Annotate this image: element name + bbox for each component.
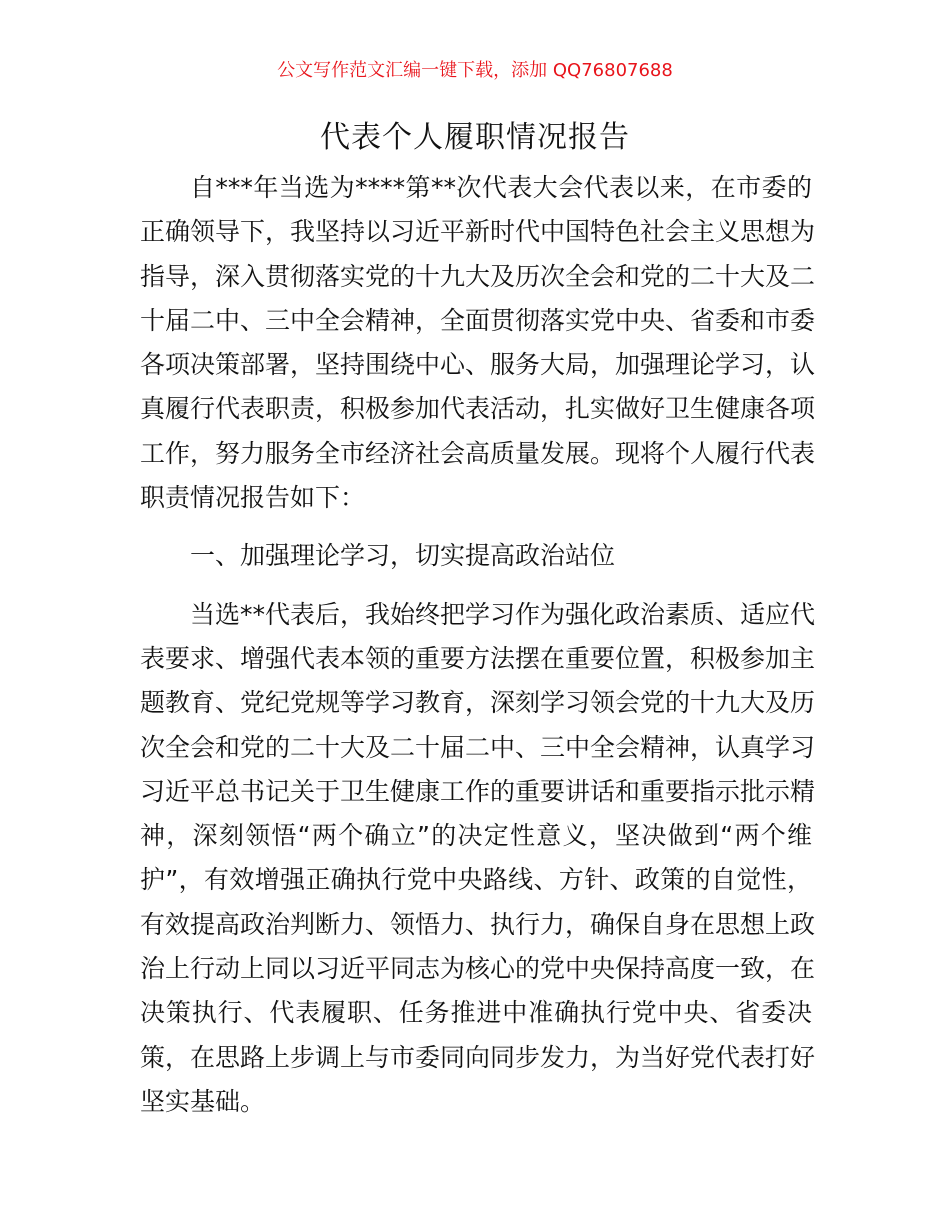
- text-line: 治上行动上同以习近平同志为核心的党中央保持高度一致，在: [140, 954, 816, 984]
- text-line: 护”，有效增强正确执行党中央路线、方针、政策的自觉性，: [140, 865, 812, 895]
- text-line: 次全会和党的二十大及二十届二中、三中全会精神，认真学习: [140, 732, 816, 762]
- paragraph-intro: [140, 166, 816, 520]
- document-body: [140, 166, 816, 1124]
- text-line: 正确领导下，我坚持以习近平新时代中国特色社会主义思想为: [140, 217, 816, 247]
- text-line: 习近平总书记关于卫生健康工作的重要讲话和重要指示批示精: [140, 776, 816, 806]
- text-line: 表要求、增强代表本领的重要方法摆在重要位置，积极参加主: [140, 643, 816, 673]
- text-line: 自***年当选为****第**次代表大会代表以来，在市委的: [190, 173, 812, 202]
- text-line: 神，深刻领悟“两个确立”的决定性意义，坚决做到“两个维: [140, 821, 812, 851]
- text-line: 职责情况报告如下：: [140, 483, 366, 513]
- text-line: 有效提高政治判断力、领悟力、执行力，确保自身在思想上政: [140, 909, 816, 939]
- text-line: 题教育、党纪党规等学习教育，深刻学习领会党的十九大及历: [140, 688, 816, 718]
- document-title: 代表个人履职情况报告: [320, 120, 630, 155]
- text-line: 真履行代表职责，积极参加代表活动，扎实做好卫生健康各项: [140, 394, 816, 424]
- text-line: 坚实基础。: [140, 1086, 266, 1116]
- paragraph-study: [140, 593, 816, 1125]
- text-line: 当选**代表后，我始终把学习作为强化政治素质、适应代: [190, 599, 816, 629]
- text-line: 十届二中、三中全会精神，全面贯彻落实党中央、省委和市委: [140, 305, 816, 335]
- section-heading: 一、加强理论学习，切实提高政治站位: [190, 541, 616, 571]
- text-line: 决策执行、代表履职、任务推进中准确执行党中央、省委决: [140, 998, 812, 1028]
- text-line: 指导，深入贯彻落实党的十九大及历次全会和党的二十大及二: [140, 261, 816, 291]
- download-promo-header: 公文写作范文汇编一键下载，添加 QQ76807688: [277, 60, 673, 81]
- text-line: 各项决策部署，坚持围绕中心、服务大局，加强理论学习，认: [140, 350, 816, 380]
- text-line: 策，在思路上步调上与市委同向同步发力，为当好党代表打好: [140, 1042, 816, 1072]
- text-line: 工作，努力服务全市经济社会高质量发展。现将个人履行代表: [140, 438, 816, 468]
